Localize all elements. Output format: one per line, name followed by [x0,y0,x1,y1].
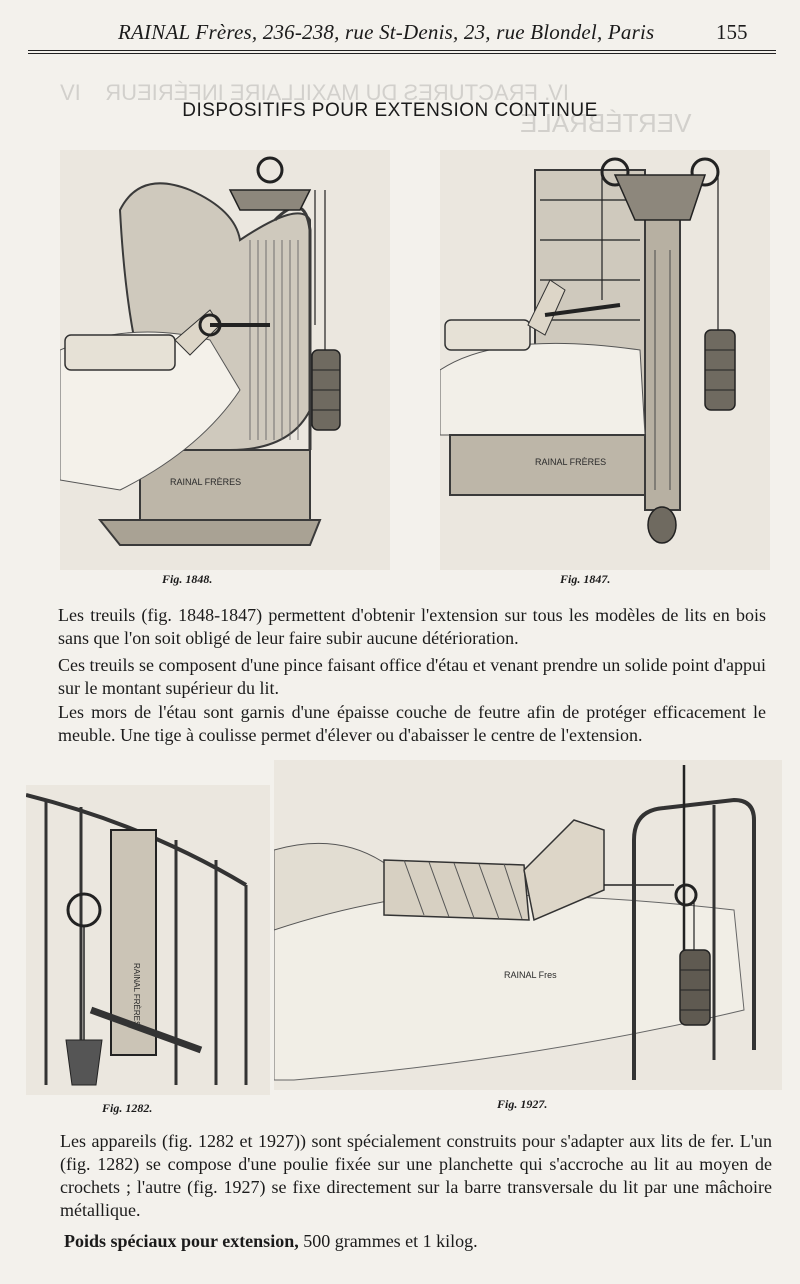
maker-mark: RAINAL Fres [504,970,557,980]
figure-1847-illustration [440,150,770,570]
figure-1282-caption: Fig. 1282. [102,1101,153,1115]
header-rule [28,50,776,54]
section-title: DISPOSITIFS POUR EXTENSION CONTINUE [182,100,598,121]
paragraph-composition [58,654,766,700]
maker-mark: RAINAL FRÈRES [132,963,141,1027]
maker-mark: RAINAL FRÈRES [170,477,242,487]
page-number: 155 [716,20,748,44]
wooden-bed-winch-drawing [60,150,390,570]
page-header [0,14,800,54]
figure-1927-caption: Fig. 1927. [497,1097,548,1111]
bedpost-winch-drawing [440,150,770,570]
figure-1848-caption: Fig. 1848. [162,572,213,586]
header-title: RAINAL Frères, 236-238, rue St-Denis, 23, rue Blondel, Paris [118,20,655,44]
special-weights-line [64,1231,478,1252]
paragraph-treuils [58,604,766,650]
show-through-text: IV. FRACTURES DU MAXILLAIRE INFÉRIEUR IV [60,80,569,105]
paragraph-text: Ces treuils se composent d'une pince faisant office d'étau et venant prendre un solide point d'appui sur le montant supérieur du lit. [58,655,766,698]
figure-1848-illustration [60,150,390,570]
special-weights-values: 500 grammes et 1 kilog. [298,1231,478,1251]
figure-1282-illustration [26,785,270,1095]
paragraph-text: Les treuils (fig. 1848-1847) permettent d'obtenir l'extension sur tous les modèles de lits en bois sans que l'on soit obligé de leur faire subir aucune détérioration. [58,605,766,648]
iron-bed-pulley-plank-drawing [26,785,270,1095]
paragraph-text: Les appareils (fig. 1282 et 1927)) sont spécialement construits pour s'adapter aux lits de fer. L'un (fig. 1282) se compose d'une poulie fixée sur une planchette qui s'accroche au lit au moyen de crochets ; l'autre (fig. 1927) se fixe directement sur la barre transversale du lit par une mâchoire métallique. [60,1131,772,1220]
paragraph-text: Les mors de l'étau sont garnis d'une épaisse couche de feutre afin de protéger efficacement le meuble. Une tige à coulisse permet d'élever ou d'abaisser le centre de l'extension. [58,702,766,745]
figure-1847-caption: Fig. 1847. [560,572,611,586]
maker-mark: RAINAL FRÈRES [535,457,607,467]
iron-bed-leg-extension-drawing [274,760,782,1090]
paragraph-mors [58,701,766,747]
paragraph-appareils [60,1130,772,1222]
special-weights-label: Poids spéciaux pour extension, [64,1231,299,1251]
figure-1927-illustration [274,760,782,1090]
show-through-text: VERTÉBRALE [520,108,692,138]
